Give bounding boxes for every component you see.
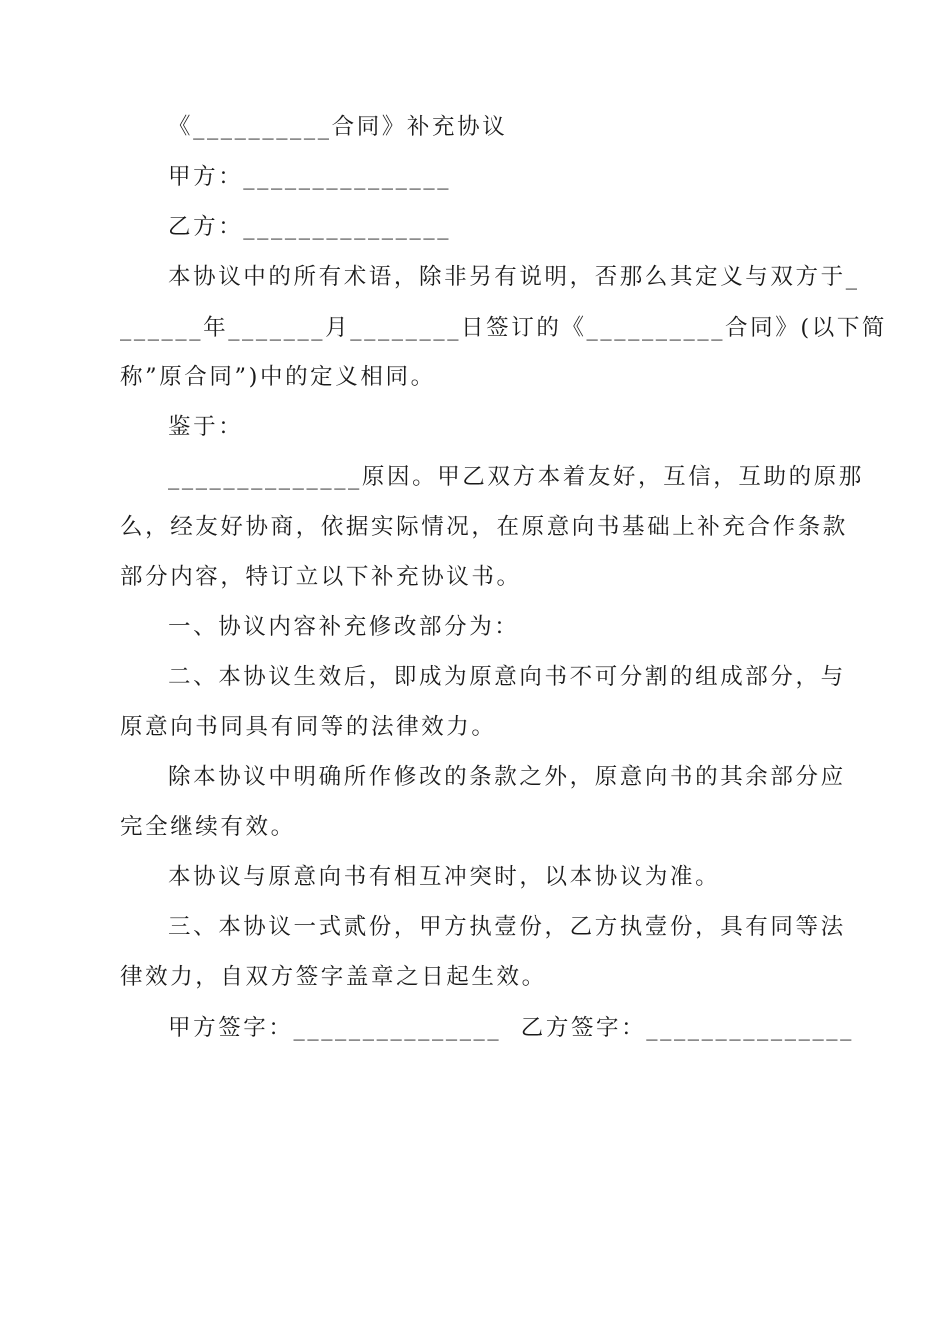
conflict-paragraph: 本协议与原意向书有相互冲突时，以本协议为准。 (168, 864, 721, 890)
validity-paragraph-line-1: 除本协议中明确所作修改的条款之外，原意向书的其余部分应 (168, 764, 846, 790)
reason-paragraph-line-1: ______________原因。甲乙双方本着友好，互信，互助的原那 (168, 464, 864, 490)
document-title: 《__________合同》补充协议 (168, 114, 508, 140)
reason-paragraph-line-2: 么，经友好协商，依据实际情况，在原意向书基础上补充合作条款 (120, 514, 848, 540)
reason-paragraph-line-3: 部分内容，特订立以下补充协议书。 (120, 564, 522, 590)
party-a-line: 甲方：_______________ (168, 164, 452, 190)
signature-line: 甲方签字：_______________ 乙方签字：_______________ (168, 1015, 855, 1041)
definitions-paragraph-line-3: 称”原合同”)中的定义相同。 (120, 364, 436, 390)
clause-1: 一、协议内容补充修改部分为： (168, 614, 520, 640)
clause-2-line-2: 原意向书同具有同等的法律效力。 (120, 714, 497, 740)
clause-3-line-2: 律效力，自双方签字盖章之日起生效。 (120, 964, 547, 990)
whereas-heading: 鉴于： (168, 414, 244, 440)
party-b-line: 乙方：_______________ (168, 214, 452, 240)
definitions-paragraph-line-2: ______年_______月________日签订的《__________合同》(以下简 (120, 315, 888, 341)
clause-2-line-1: 二、本协议生效后，即成为原意向书不可分割的组成部分，与 (168, 664, 846, 690)
definitions-paragraph-line-1: 本协议中的所有术语，除非另有说明，否那么其定义与双方于_ (168, 264, 860, 290)
validity-paragraph-line-2: 完全继续有效。 (120, 814, 296, 840)
clause-3-line-1: 三、本协议一式贰份，甲方执壹份，乙方执壹份，具有同等法 (168, 914, 846, 940)
